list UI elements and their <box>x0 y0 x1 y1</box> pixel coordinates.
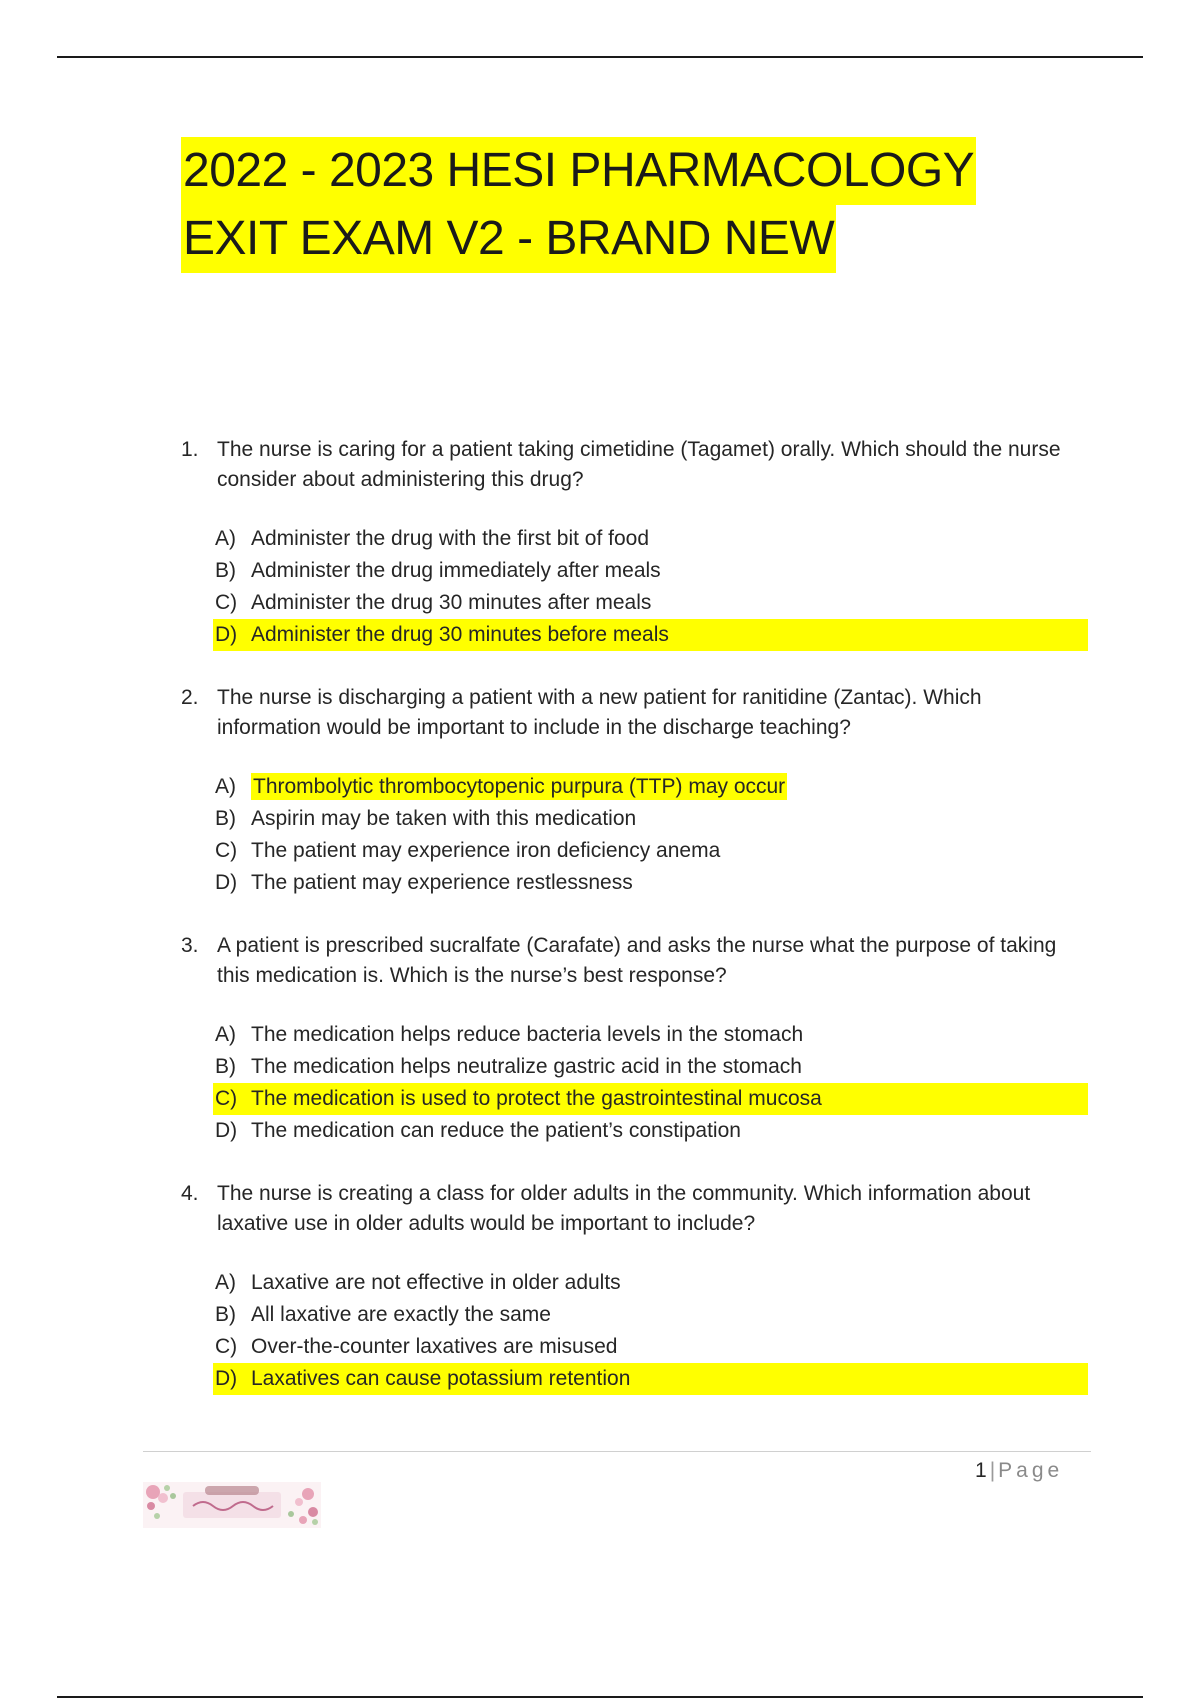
option-list <box>181 771 1081 899</box>
option-b <box>215 1051 1081 1083</box>
option-letter: D) <box>215 1367 238 1390</box>
question-number: 1. <box>181 438 199 461</box>
option-text: Administer the drug 30 minutes before meals <box>251 623 669 646</box>
option-b <box>215 555 1081 587</box>
question-1 <box>181 435 1081 651</box>
page-number-value: 1 <box>975 1459 987 1482</box>
floral-logo-icon <box>143 1482 321 1528</box>
option-a <box>215 771 1081 803</box>
option-text: Administer the drug immediately after meals <box>251 559 661 582</box>
option-text: Aspirin may be taken with this medication <box>251 807 637 830</box>
question-text: The nurse is creating a class for older adults in the community. Which information about laxative use in older adults would be important to include? <box>217 1182 1031 1235</box>
document-title <box>181 137 976 273</box>
option-text: Over-the-counter laxatives are misused <box>251 1335 618 1358</box>
option-letter: C) <box>215 591 238 614</box>
question-text: The nurse is discharging a patient with a new patient for ranitidine (Zantac). Which information would be important to include in the discharge teaching? <box>217 686 982 739</box>
option-text: Laxative are not effective in older adults <box>251 1271 621 1294</box>
option-list <box>181 523 1081 651</box>
option-text: Laxatives can cause potassium retention <box>251 1367 631 1390</box>
option-c <box>215 835 1081 867</box>
page-number <box>975 1459 1063 1483</box>
option-letter: C) <box>215 839 238 862</box>
option-text-highlighted: Thrombolytic thrombocytopenic purpura (TTP) may occur <box>253 775 786 798</box>
question-text: The nurse is caring for a patient taking cimetidine (Tagamet) orally. Which should the nurse consider about administering this drug? <box>217 438 1061 491</box>
option-letter: A) <box>215 527 236 550</box>
title-line-1: 2022 - 2023 HESI PHARMACOLOGY <box>181 137 976 205</box>
option-b <box>215 803 1081 835</box>
question-stem <box>181 931 1081 991</box>
option-letter: C) <box>215 1335 238 1358</box>
option-text: Administer the drug 30 minutes after meals <box>251 591 652 614</box>
question-number: 2. <box>181 686 199 709</box>
option-d <box>215 1115 1081 1147</box>
option-list <box>181 1019 1081 1147</box>
question-4 <box>181 1179 1081 1395</box>
page-separator: | <box>989 1459 996 1482</box>
option-text: The medication helps reduce bacteria levels in the stomach <box>251 1023 804 1046</box>
option-letter: D) <box>215 1119 238 1142</box>
option-b <box>215 1299 1081 1331</box>
bottom-rule <box>57 1696 1143 1698</box>
option-letter: A) <box>215 1023 236 1046</box>
option-text: The patient may experience restlessness <box>251 871 633 894</box>
option-letter: B) <box>215 1055 236 1078</box>
option-a <box>215 523 1081 555</box>
option-d-highlighted <box>213 619 1088 651</box>
option-text: The medication is used to protect the gastrointestinal mucosa <box>251 1087 822 1110</box>
footer-rule <box>143 1451 1091 1452</box>
option-letter: A) <box>215 1271 236 1294</box>
option-letter: B) <box>215 807 236 830</box>
option-c <box>215 587 1081 619</box>
option-text: The medication helps neutralize gastric acid in the stomach <box>251 1055 802 1078</box>
question-3 <box>181 931 1081 1147</box>
question-text: A patient is prescribed sucralfate (Carafate) and asks the nurse what the purpose of taking this medication is. Which is the nurse’s best response? <box>217 934 1057 987</box>
question-2 <box>181 683 1081 899</box>
option-d-highlighted <box>213 1363 1088 1395</box>
option-letter: D) <box>215 871 238 894</box>
option-c-highlighted <box>213 1083 1088 1115</box>
option-list <box>181 1267 1081 1395</box>
option-d <box>215 867 1081 899</box>
question-number: 3. <box>181 934 199 957</box>
option-c <box>215 1331 1081 1363</box>
option-text: The medication can reduce the patient’s constipation <box>251 1119 741 1142</box>
option-a <box>215 1019 1081 1051</box>
question-stem <box>181 683 1081 743</box>
option-letter: B) <box>215 559 236 582</box>
option-text: The patient may experience iron deficiency anema <box>251 839 721 862</box>
option-letter: D) <box>215 623 238 646</box>
question-number: 4. <box>181 1182 199 1205</box>
question-stem <box>181 1179 1081 1239</box>
question-stem <box>181 435 1081 495</box>
option-text: All laxative are exactly the same <box>251 1303 551 1326</box>
top-rule <box>57 56 1143 58</box>
option-letter: A) <box>215 775 236 798</box>
page-label: Page <box>998 1459 1064 1482</box>
option-a <box>215 1267 1081 1299</box>
option-letter: B) <box>215 1303 236 1326</box>
option-letter: C) <box>215 1087 238 1110</box>
title-line-2: EXIT EXAM V2 - BRAND NEW <box>181 205 836 273</box>
option-text: Administer the drug with the first bit of food <box>251 527 650 550</box>
